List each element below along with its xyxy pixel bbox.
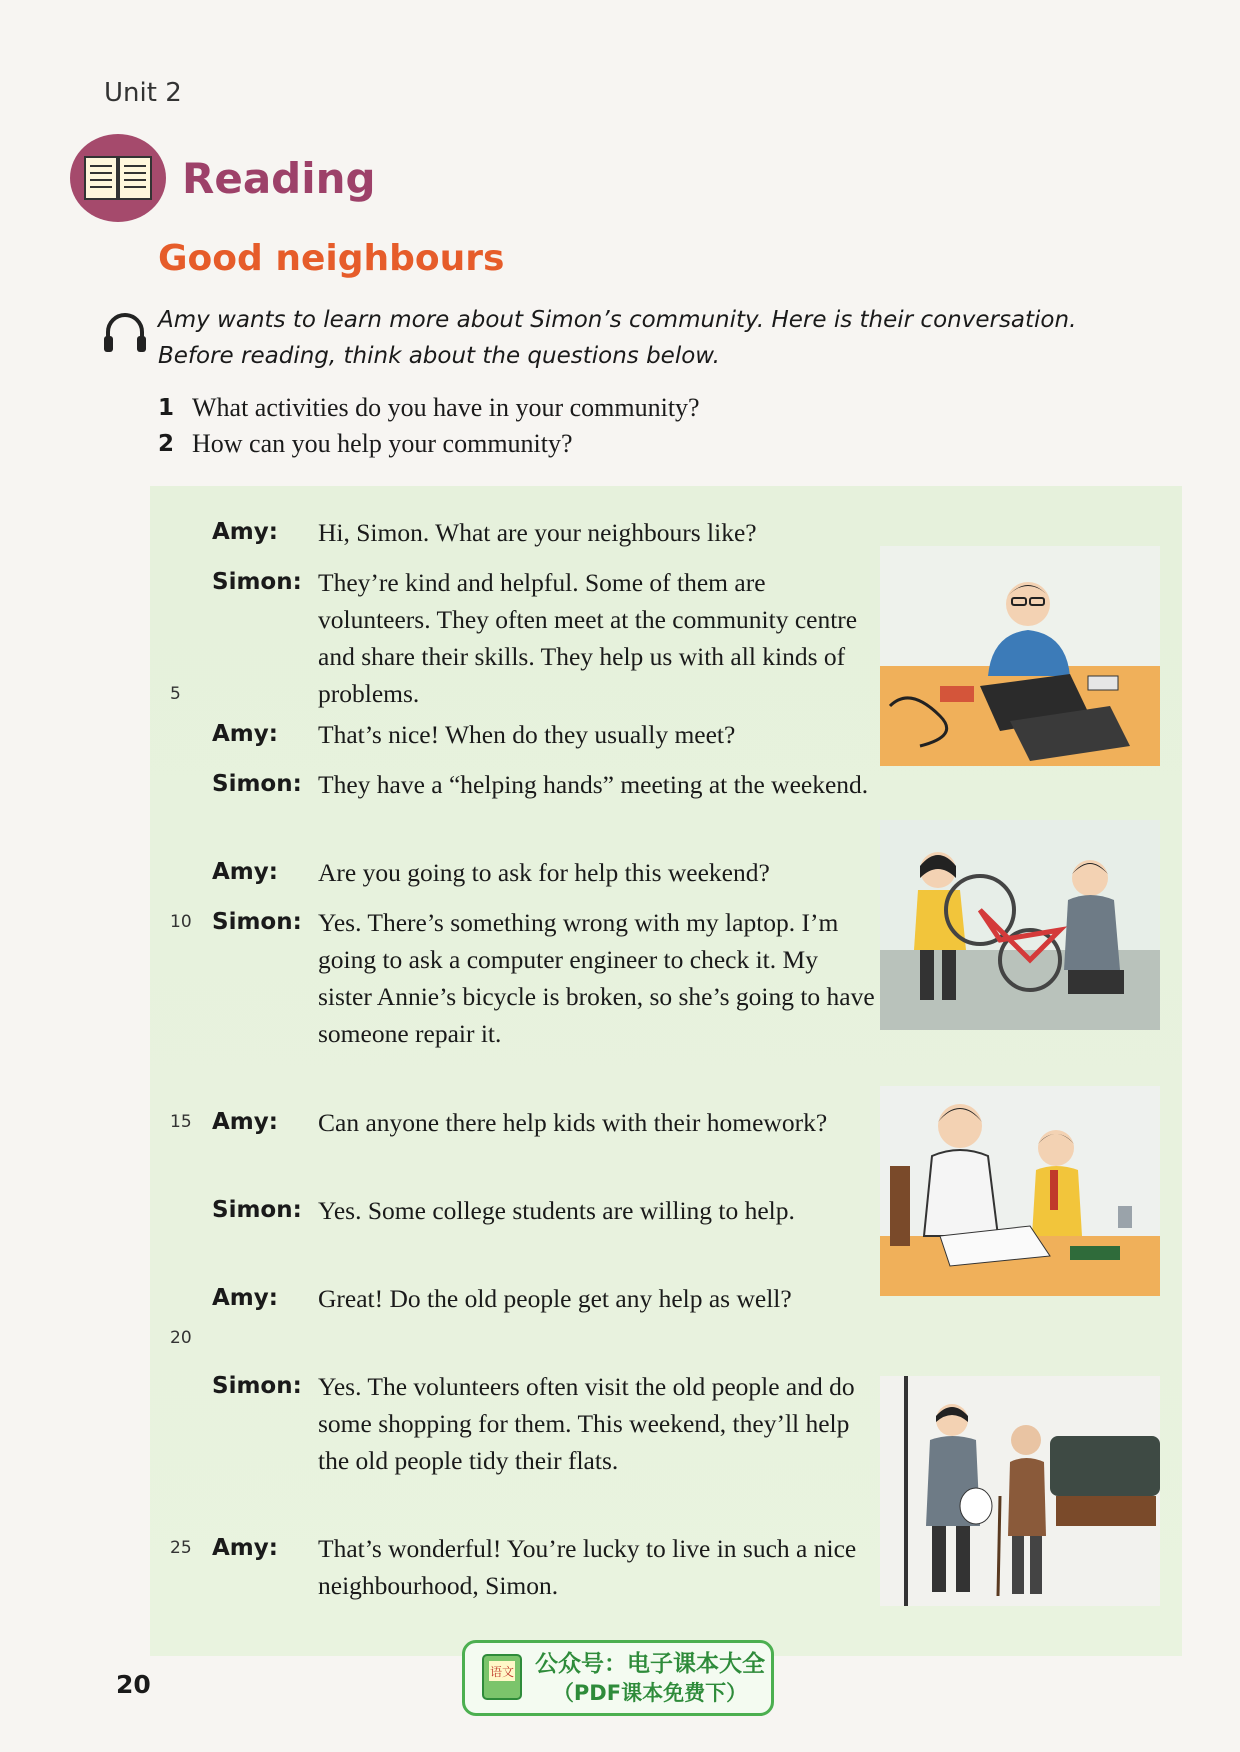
line-text: Yes. Some college students are willing to help. [318,1196,795,1225]
speaker: Amy: [212,859,278,885]
badge-text: 语文 [489,1665,515,1679]
book-icon [70,134,166,222]
section-title: Reading [182,154,376,203]
line-text: That’s wonderful! You’re lucky to live in such a nice neighbourhood, Simon. [318,1534,857,1600]
line-text: Great! Do the old people get any help as well? [318,1284,792,1313]
speaker: Simon: [212,1373,302,1399]
speaker: Simon: [212,569,302,595]
question-text: What activities do you have in your community? [192,393,700,422]
line-text: They’re kind and helpful. Some of them are volunteers. They often meet at the community centre and share their skills. They help us with all kinds of problems. [318,568,858,708]
line-text: They have a “helping hands” meeting at the weekend. [318,770,869,799]
watermark-line-2: （PDF课本免费下） [552,1681,748,1705]
line-number: 15 [170,1112,192,1132]
line-number: 20 [170,1328,192,1348]
speaker: Amy: [212,1285,278,1311]
speaker: Amy: [212,1535,278,1561]
headphones-icon[interactable] [102,310,148,356]
page-number: 20 [116,1670,151,1699]
watermark-line-1: 公众号：电子课本大全 [535,1651,765,1677]
line-number: 5 [170,684,181,704]
book-logo-icon [479,1651,525,1703]
bicycle-repair-illustration [880,820,1160,1030]
dialogue-panel [150,486,1182,1656]
question-text: How can you help your community? [192,429,573,458]
pre-reading-questions [158,390,700,462]
line-text: Yes. The volunteers often visit the old people and do some shopping for them. This weekend, they’ll help the old people tidy their flats. [318,1372,855,1475]
speaker: Simon: [212,909,302,935]
line-text: That’s nice! When do they usually meet? [318,720,736,749]
watermark-text [535,1649,765,1707]
laptop-repair-illustration [880,546,1160,766]
watermark-badge [462,1640,774,1716]
question-item [158,390,700,426]
page-title: Good neighbours [158,238,505,279]
line-text: Yes. There’s something wrong with my laptop. I’m going to ask a computer engineer to check it. My sister Annie’s bicycle is broken, so she’s going to have someone repair it. [318,908,875,1048]
line-number: 10 [170,912,192,932]
line-text: Are you going to ask for help this weekend? [318,858,770,887]
homework-help-illustration [880,1086,1160,1296]
question-item [158,426,700,462]
question-number: 1 [158,395,175,421]
line-text: Can anyone there help kids with their homework? [318,1108,828,1137]
line-text: Hi, Simon. What are your neighbours like? [318,518,757,547]
unit-label: Unit 2 [104,78,182,108]
line-number: 25 [170,1538,192,1558]
speaker: Amy: [212,721,278,747]
intro-text: Amy wants to learn more about Simon’s community. Here is their conversation. Before reading, think about the questions below. [158,307,1077,369]
question-number: 2 [158,431,175,457]
speaker: Amy: [212,1109,278,1135]
speaker: Simon: [212,771,302,797]
speaker: Amy: [212,519,278,545]
elderly-visit-illustration [880,1376,1160,1606]
speaker: Simon: [212,1197,302,1223]
